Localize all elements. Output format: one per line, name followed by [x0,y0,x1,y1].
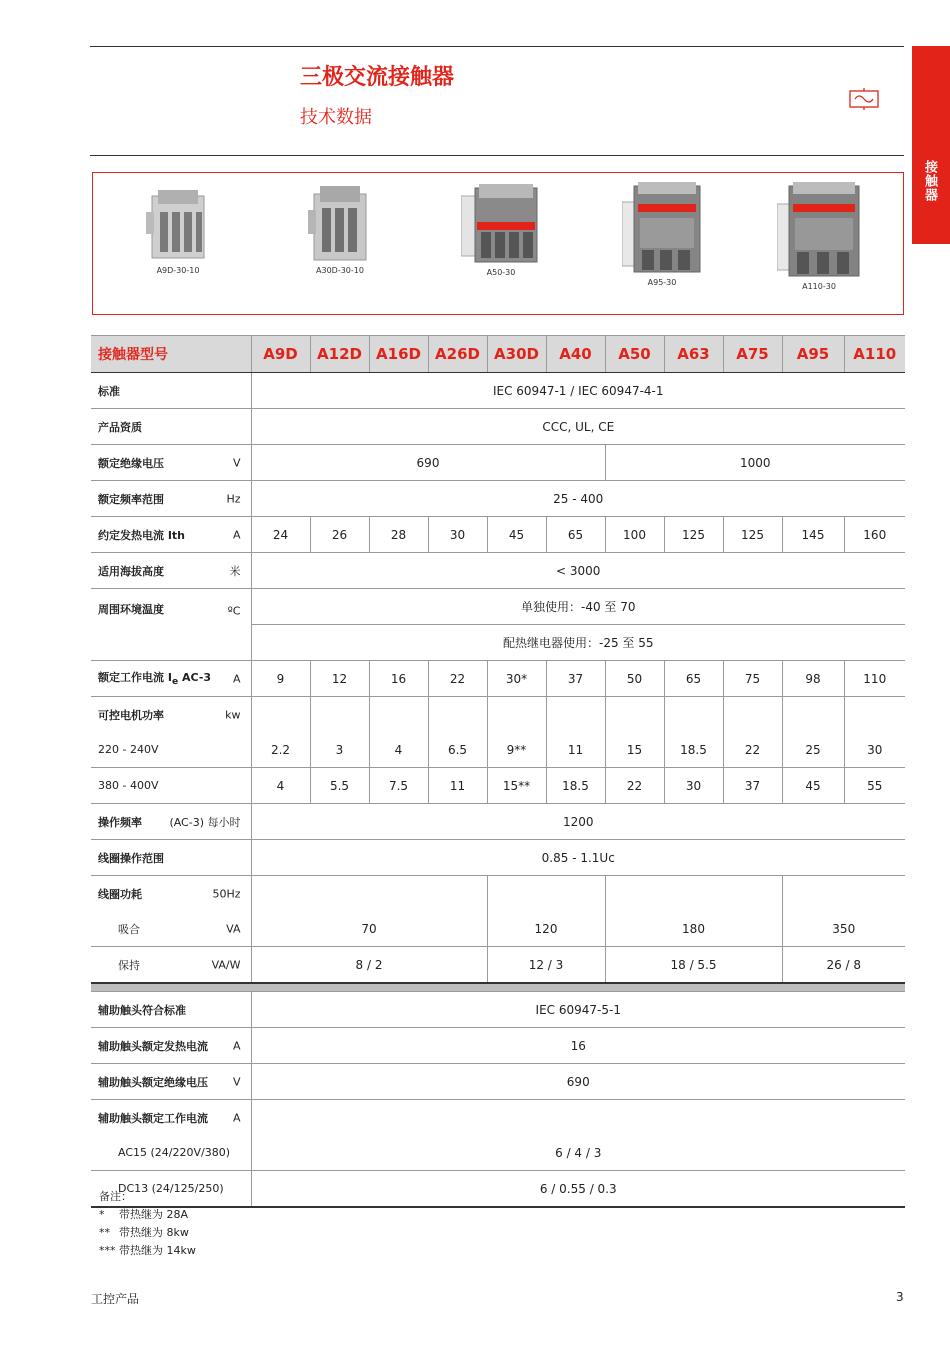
cell: 26 [310,517,369,553]
row-label: 约定发热电流 Ith [98,528,186,542]
cell: 98 [782,661,844,697]
table-row [91,553,905,589]
cell: 70 [251,911,487,947]
row-sublabel: 保持 [118,958,140,972]
page-title: 三极交流接触器 [300,65,455,90]
cell: 37 [723,768,782,804]
unit: VA [226,922,241,935]
cell: 5.5 [310,768,369,804]
table-row [91,1171,905,1208]
contactor-image [777,182,861,278]
row-label: 额定频率范围 [98,492,164,506]
row-label: 辅助触头额定发热电流 [98,1039,208,1053]
footer-label: 工控产品 [91,1292,140,1306]
model-a63: A63 [664,336,723,373]
cell: 16 [251,1028,905,1064]
row-label: 线圈操作范围 [98,851,164,865]
cell: 9** [487,732,546,768]
cell: 22 [723,732,782,768]
spec-table [91,335,905,1208]
note-item: *** 带热继为 14kw [99,1244,196,1257]
cell: 15** [487,768,546,804]
cell: 30 [664,768,723,804]
cell: 160 [844,517,905,553]
cell: 120 [487,911,605,947]
cell: 50 [605,661,664,697]
cell: 28 [369,517,428,553]
title-rule [90,155,904,156]
cell: 65 [546,517,605,553]
product-a30d [280,182,400,275]
model-a75: A75 [723,336,782,373]
row-label: 辅助触头额定绝缘电压 [98,1075,208,1089]
cell: 22 [428,661,487,697]
row-label: 标准 [98,384,120,398]
unit: Hz [226,492,241,505]
table-row [91,481,905,517]
row-label: 周围环境温度 [98,603,164,616]
cell: 7.5 [369,768,428,804]
unit: 米 [229,564,241,578]
cell: 690 [251,1064,905,1100]
table-row [91,589,905,625]
cell: 180 [605,911,782,947]
row-label: 辅助触头额定工作电流 [98,1111,208,1125]
cell: 0.85 - 1.1Uc [251,840,905,876]
ac-coil-icon [848,88,880,110]
cell: 3 [310,732,369,768]
cell: 2.2 [251,732,310,768]
cell: 6.5 [428,732,487,768]
cell: 75 [723,661,782,697]
product-caption: A30D-30-10 [316,266,364,275]
note-item: ** 带热继为 8kw [99,1226,189,1239]
cell: 55 [844,768,905,804]
product-caption: A110-30 [802,282,836,291]
table-row [91,661,905,697]
cell: 18.5 [664,732,723,768]
model-a16d: A16D [369,336,428,373]
row-sublabel: 吸合 [118,922,140,936]
cell: 145 [782,517,844,553]
contactor-image [461,182,541,264]
unit: VA/W [211,958,241,971]
side-tab-label: 接触器 [922,160,937,202]
row-label: 操作频率 [98,815,142,829]
table-row [91,409,905,445]
model-a26d: A26D [428,336,487,373]
row-sublabel: DC13 (24/125/250) [91,1171,251,1208]
model-a95: A95 [782,336,844,373]
product-caption: A9D-30-10 [156,266,200,275]
cell: 65 [664,661,723,697]
cell: 45 [782,768,844,804]
cell: 16 [369,661,428,697]
cell: 18.5 [546,768,605,804]
row-label: 适用海拔高度 [98,564,164,578]
unit: (AC-3) 每小时 [169,815,241,829]
page-number: 3 [896,1290,904,1304]
table-row [91,1064,905,1100]
unit: kw [225,708,241,721]
product-caption: A50-30 [486,268,516,277]
table-row [91,911,905,947]
cell: 125 [664,517,723,553]
table-header-row [91,336,905,373]
cell: 单独使用：-40 至 70 [251,589,905,625]
cell: < 3000 [251,553,905,589]
unit: ºC [227,604,241,618]
row-label: 产品资质 [98,420,142,434]
cell: 30 [844,732,905,768]
cell: 8 / 2 [251,947,487,984]
top-rule [90,46,904,47]
table-row [91,445,905,481]
cell: 6 / 0.55 / 0.3 [251,1171,905,1208]
cell: 4 [251,768,310,804]
cell: 11 [428,768,487,804]
unit: A [232,1111,241,1124]
table-row [91,992,905,1028]
unit: 50Hz [212,887,241,900]
unit: A [232,528,241,541]
cell: 6 / 4 / 3 [251,1135,905,1171]
unit: A [232,672,241,685]
cell: 45 [487,517,546,553]
table-row [91,947,905,984]
cell: 18 / 5.5 [605,947,782,984]
section-divider [91,983,905,992]
row-label: 线圈功耗 [98,887,142,901]
cell: 37 [546,661,605,697]
cell: 125 [723,517,782,553]
cell: 9 [251,661,310,697]
model-a50: A50 [605,336,664,373]
model-a9d: A9D [251,336,310,373]
row-sublabel: 380 - 400V [91,768,251,804]
table-row [91,732,905,768]
product-a110 [759,182,879,291]
contactor-image [146,182,210,262]
notes [99,1188,196,1260]
cell: 1200 [251,804,905,840]
row-label: 额定绝缘电压 [98,456,164,470]
row-sublabel: 220 - 240V [91,732,251,768]
table-row [91,840,905,876]
cell: 25 [782,732,844,768]
table-row [91,517,905,553]
cell: 30* [487,661,546,697]
cell: 1000 [605,445,905,481]
cell: 4 [369,732,428,768]
header-label: 接触器型号 [91,336,251,373]
table-row [91,768,905,804]
cell: 690 [251,445,605,481]
unit: V [232,1075,241,1088]
product-caption: A95-30 [647,278,677,287]
cell: 30 [428,517,487,553]
cell: IEC 60947-5-1 [251,992,905,1028]
side-tab[interactable] [912,46,950,244]
product-a50 [441,182,561,277]
unit: A [232,1039,241,1052]
cell: 25 - 400 [251,481,905,517]
cell: IEC 60947-1 / IEC 60947-4-1 [251,373,905,409]
cell: 12 / 3 [487,947,605,984]
table-row [91,876,905,912]
row-label: 辅助触头符合标准 [98,1003,186,1017]
model-a40: A40 [546,336,605,373]
cell: 350 [782,911,905,947]
table-row [91,1135,905,1171]
cell: 11 [546,732,605,768]
cell: 15 [605,732,664,768]
table-row [91,804,905,840]
contactor-image [308,182,372,262]
model-a12d: A12D [310,336,369,373]
row-sublabel: AC15 (24/220V/380) [91,1135,251,1171]
cell: 26 / 8 [782,947,905,984]
table-row [91,1100,905,1136]
cell: 110 [844,661,905,697]
row-label: 可控电机功率 [98,708,164,722]
table-row [91,697,905,733]
cell: 100 [605,517,664,553]
page-subtitle: 技术数据 [300,107,372,128]
unit: V [232,456,241,469]
notes-title: 备注： [99,1190,132,1203]
product-a95 [602,182,722,287]
cell: 12 [310,661,369,697]
table-row [91,373,905,409]
cell: 24 [251,517,310,553]
model-a110: A110 [844,336,905,373]
contactor-image [622,182,702,274]
cell: 22 [605,768,664,804]
table-row [91,1028,905,1064]
note-item: * 带热继为 28A [99,1208,189,1221]
row-label: 额定工作电流 $I_e$ AC-3 [98,671,212,688]
cell: 配热继电器使用：-25 至 55 [251,625,905,661]
product-a9d [118,182,238,275]
model-a30d: A30D [487,336,546,373]
cell: CCC, UL, CE [251,409,905,445]
